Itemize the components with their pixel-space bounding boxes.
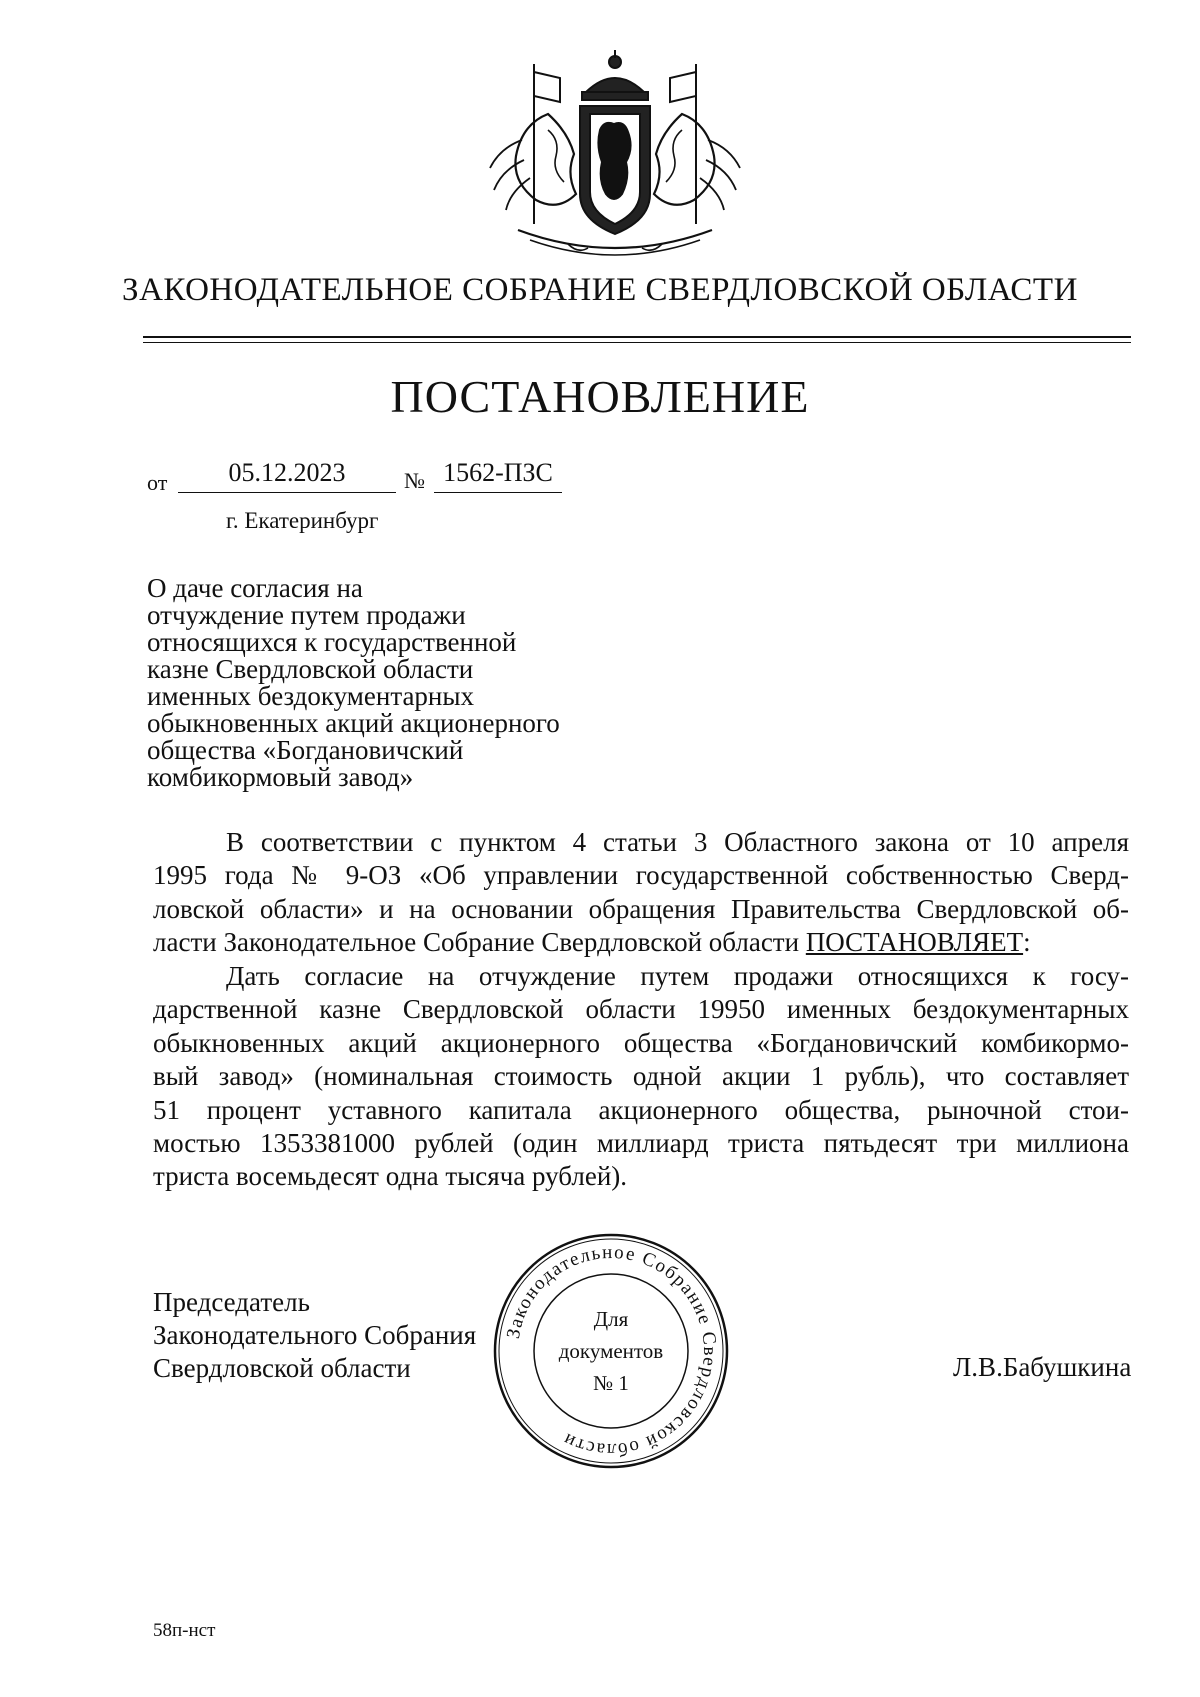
signer-title-line: Председатель — [153, 1287, 310, 1317]
body-line: 51 процент уставного капитала акционерного общества, рыночной стои- — [153, 1094, 1129, 1125]
subject-line: казне Свердловской области — [147, 654, 474, 684]
city: г. Екатеринбург — [226, 508, 379, 533]
footer-code: 58п-нст — [153, 1620, 216, 1641]
subject-line: именных бездокументарных — [147, 681, 475, 711]
coat-of-arms-icon — [478, 44, 752, 262]
organization-name: ЗАКОНОДАТЕЛЬНОЕ СОБРАНИЕ СВЕРДЛОВСКОЙ ОБЛАСТИ — [122, 272, 1078, 308]
signer-name: Л.В.Бабушкина — [953, 1352, 1132, 1382]
body-line: Дать согласие на отчуждение путем продажи относящихся к госу- — [226, 961, 1129, 991]
body-line-last — [153, 926, 1129, 959]
body-line-last: триста восемьдесят одна тысяча рублей). — [153, 1161, 628, 1192]
body-text: : — [1023, 927, 1031, 958]
body-line: В соответствии с пунктом 4 статьи 3 Областного закона от 10 апреля — [226, 827, 1129, 857]
document-subject — [147, 575, 560, 791]
body-line: мостью 1353381000 рублей (один миллиард триста пятьдесят три миллиона — [153, 1127, 1129, 1158]
resolution-keyword: ПОСТАНОВЛЯЕТ — [805, 927, 1024, 958]
signer-title-line: Законодательного Собрания — [153, 1320, 477, 1350]
subject-line: относящихся к государственной — [147, 627, 517, 657]
body-line: ловской области» и на основании обращения Правительства Свердловской об- — [153, 893, 1129, 924]
document-date: 05.12.2023 — [228, 458, 346, 487]
body-line: 1995 года № 9-ОЗ «Об управлении государственной собственностью Сверд- — [153, 860, 1129, 891]
subject-line: комбикормовый завод» — [147, 762, 414, 792]
document-number: 1562-ПЗС — [443, 458, 553, 487]
body-line: дарственной казне Свердловской области 19950 именных бездокументарных — [153, 994, 1129, 1025]
subject-line: отчуждение путем продажи — [147, 600, 466, 630]
document-type-title: ПОСТАНОВЛЕНИЕ — [390, 371, 810, 422]
subject-line: общества «Богдановичский — [147, 735, 464, 765]
official-seal-icon — [492, 1232, 730, 1470]
seal-ring-text: Законодательное Собрание Свердловской области — [502, 1241, 721, 1461]
date-prefix: от — [147, 470, 168, 495]
body-text: ласти Законодательное Собрание Свердловской области — [153, 927, 806, 958]
number-underline — [434, 492, 562, 493]
subject-line: обыкновенных акций акционерного — [147, 708, 560, 738]
seal-center-line: Для — [593, 1307, 629, 1331]
body-line: вый завод» (номинальная стоимость одной акции 1 рубль), что составляет — [153, 1061, 1129, 1092]
seal-center-line: № 1 — [593, 1371, 629, 1395]
body-line: обыкновенных акций акционерного общества «Богдановичский комбикормо- — [153, 1027, 1129, 1058]
signer-title-line: Свердловской области — [153, 1353, 411, 1383]
header-divider-thick — [143, 336, 1131, 338]
header-divider-thin — [143, 342, 1131, 343]
signer-title — [153, 1286, 476, 1385]
date-underline — [178, 492, 396, 493]
seal-center-line: документов — [558, 1339, 664, 1363]
body-paragraph-2 — [153, 960, 1129, 1194]
number-sign: № — [404, 468, 425, 493]
subject-line: О даче согласия на — [147, 573, 363, 603]
body-paragraph-1 — [153, 826, 1129, 960]
